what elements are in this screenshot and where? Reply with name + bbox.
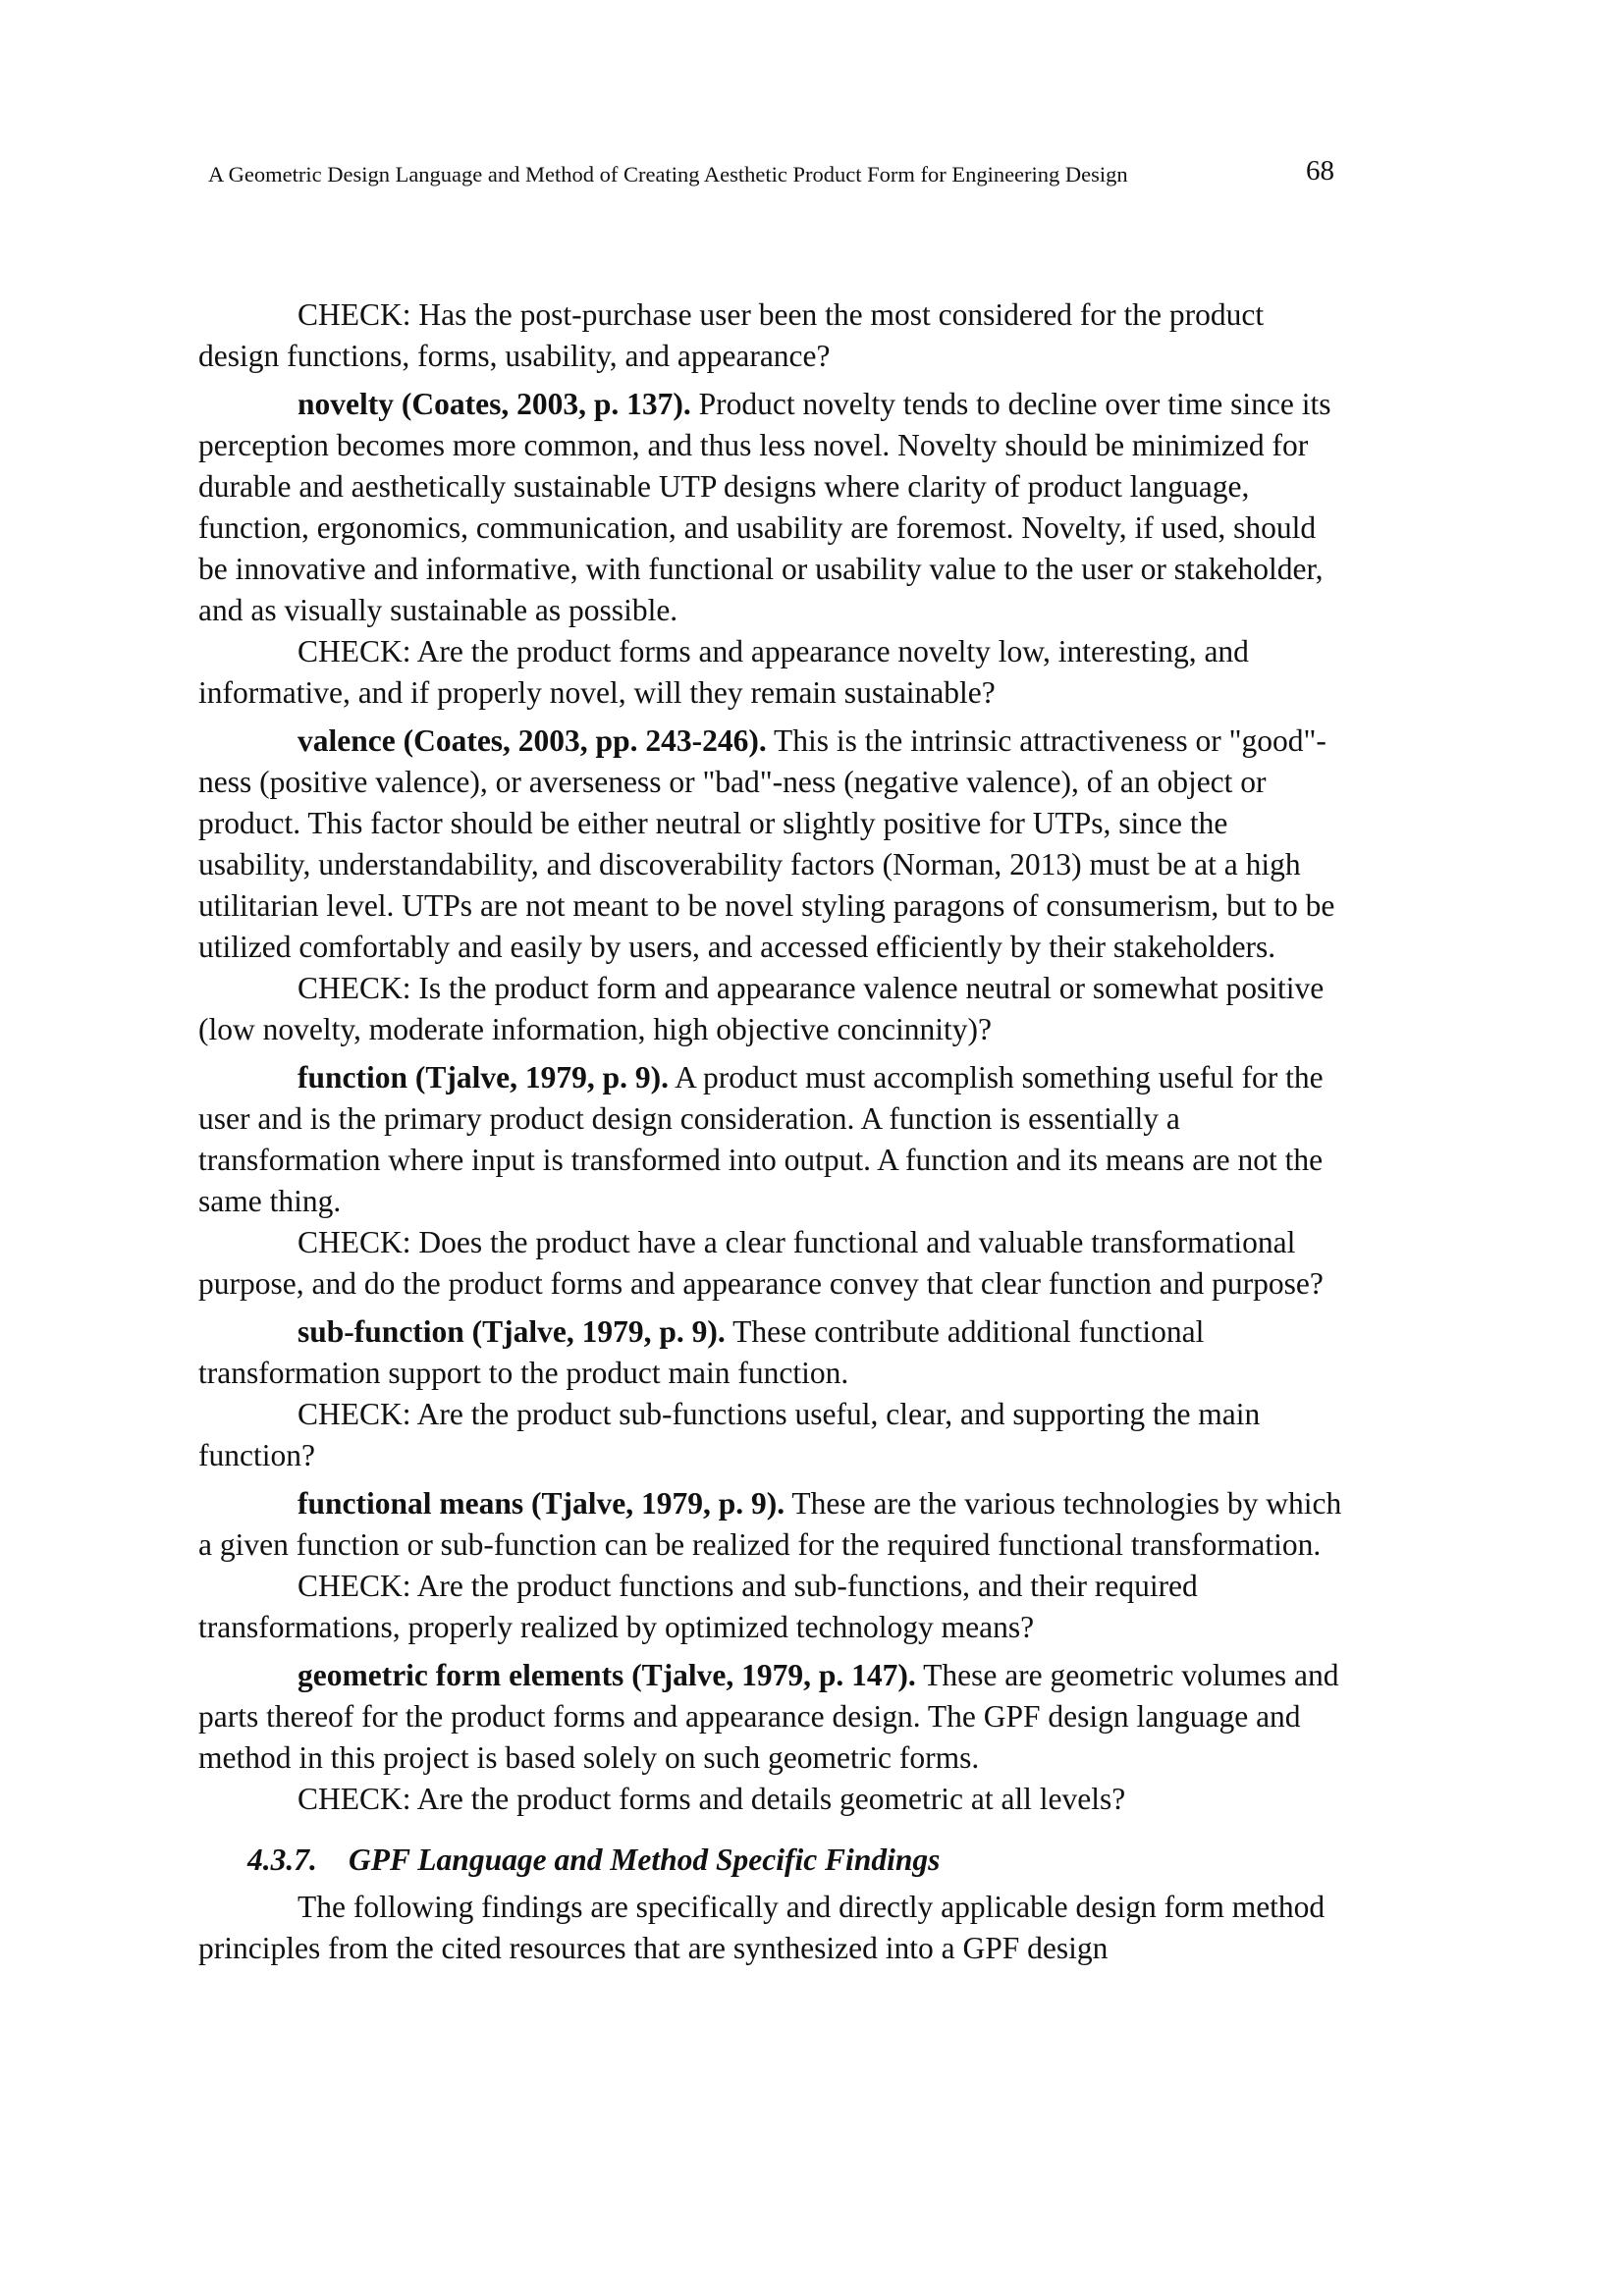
definition-sub-function: These contribute additional functional transformation support to the product main function. bbox=[198, 1314, 1205, 1390]
check-valence: CHECK: Is the product form and appearance valence neutral or somewhat positive (low novelty, moderate information, high objective concinnity)? bbox=[198, 971, 1325, 1046]
definition-function: A product must accomplish something useful for the user and is the primary product design consideration. A function is essentially a transformation where input is transformed into output. A function and its means are not the same thing. bbox=[198, 1060, 1324, 1218]
definition-geometric-form: These are geometric volumes and parts thereof for the product forms and appearance design. The GPF design language and method in this project is based solely on such geometric forms. bbox=[198, 1658, 1339, 1775]
section-heading bbox=[247, 1840, 1347, 1881]
term-function: function (Tjalve, 1979, p. 9). bbox=[298, 1060, 669, 1095]
definition-novelty: Product novelty tends to decline over time since its perception becomes more common, and thus less novel. Novelty should be minimized for durable and aesthetically sustainable UTP designs where clarity of product language, function, ergonomics, communication, and usability are foremost. Novelty, if used, should be innovative and informative, with functional or usability value to the user or stakeholder, and as visually sustainable as possible. bbox=[198, 387, 1331, 627]
definition-functional-means: These are the various technologies by which a given function or sub-function can be realized for the required functional transformation. bbox=[198, 1486, 1342, 1562]
document-body bbox=[198, 294, 1347, 1969]
check-geometric-form: CHECK: Are the product forms and details geometric at all levels? bbox=[298, 1782, 1126, 1816]
check-function: CHECK: Does the product have a clear functional and valuable transformational purpose, and do the product forms and appearance convey that clear function and purpose? bbox=[198, 1225, 1324, 1301]
section-paragraph: The following findings are specifically and directly applicable design form method principles from the cited resources that are synthesized into a GPF design bbox=[198, 1890, 1326, 1965]
entry-functional-means bbox=[198, 1483, 1347, 1566]
check-novelty: CHECK: Are the product forms and appearance novelty low, interesting, and informative, and if properly novel, will they remain sustainable? bbox=[198, 634, 1249, 710]
term-functional-means: functional means (Tjalve, 1979, p. 9). bbox=[298, 1486, 785, 1521]
entry-novelty bbox=[198, 384, 1347, 631]
term-valence: valence (Coates, 2003, pp. 243-246). bbox=[298, 723, 767, 758]
section-number: 4.3.7. bbox=[247, 1842, 317, 1877]
definition-valence: This is the intrinsic attractiveness or "good"-ness (positive valence), or averseness or "bad"-ness (negative valence), of an object or product. This factor should be either neutral or slightly positive for UTPs, since the usability, understandability, and discoverability factors (Norman, 2013) must be at a high utilitarian level. UTPs are not meant to be novel styling paragons of consumerism, but to be utilized comfortably and easily by users, and accessed efficiently by their stakeholders. bbox=[198, 723, 1335, 964]
entry-valence bbox=[198, 721, 1347, 968]
entry-sub-function bbox=[198, 1311, 1347, 1394]
check-functional-means: CHECK: Are the product functions and sub-functions, and their required transformations, properly realized by optimized technology means? bbox=[198, 1569, 1198, 1644]
running-header: A Geometric Design Language and Method of Creating Aesthetic Product Form for Engineering Design bbox=[208, 162, 1128, 187]
entry-geometric-form bbox=[198, 1655, 1347, 1779]
term-novelty: novelty (Coates, 2003, p. 137). bbox=[298, 387, 691, 421]
term-sub-function: sub-function (Tjalve, 1979, p. 9). bbox=[298, 1314, 726, 1349]
page-number: 68 bbox=[1306, 155, 1334, 187]
term-geometric-form: geometric form elements (Tjalve, 1979, p. 147). bbox=[298, 1658, 916, 1692]
check-sub-function: CHECK: Are the product sub-functions useful, clear, and supporting the main function? bbox=[198, 1397, 1261, 1472]
check-paragraph: CHECK: Has the post-purchase user been the most considered for the product design functions, forms, usability, and appearance? bbox=[198, 297, 1265, 373]
section-title: GPF Language and Method Specific Findings bbox=[349, 1842, 941, 1877]
entry-function bbox=[198, 1057, 1347, 1222]
